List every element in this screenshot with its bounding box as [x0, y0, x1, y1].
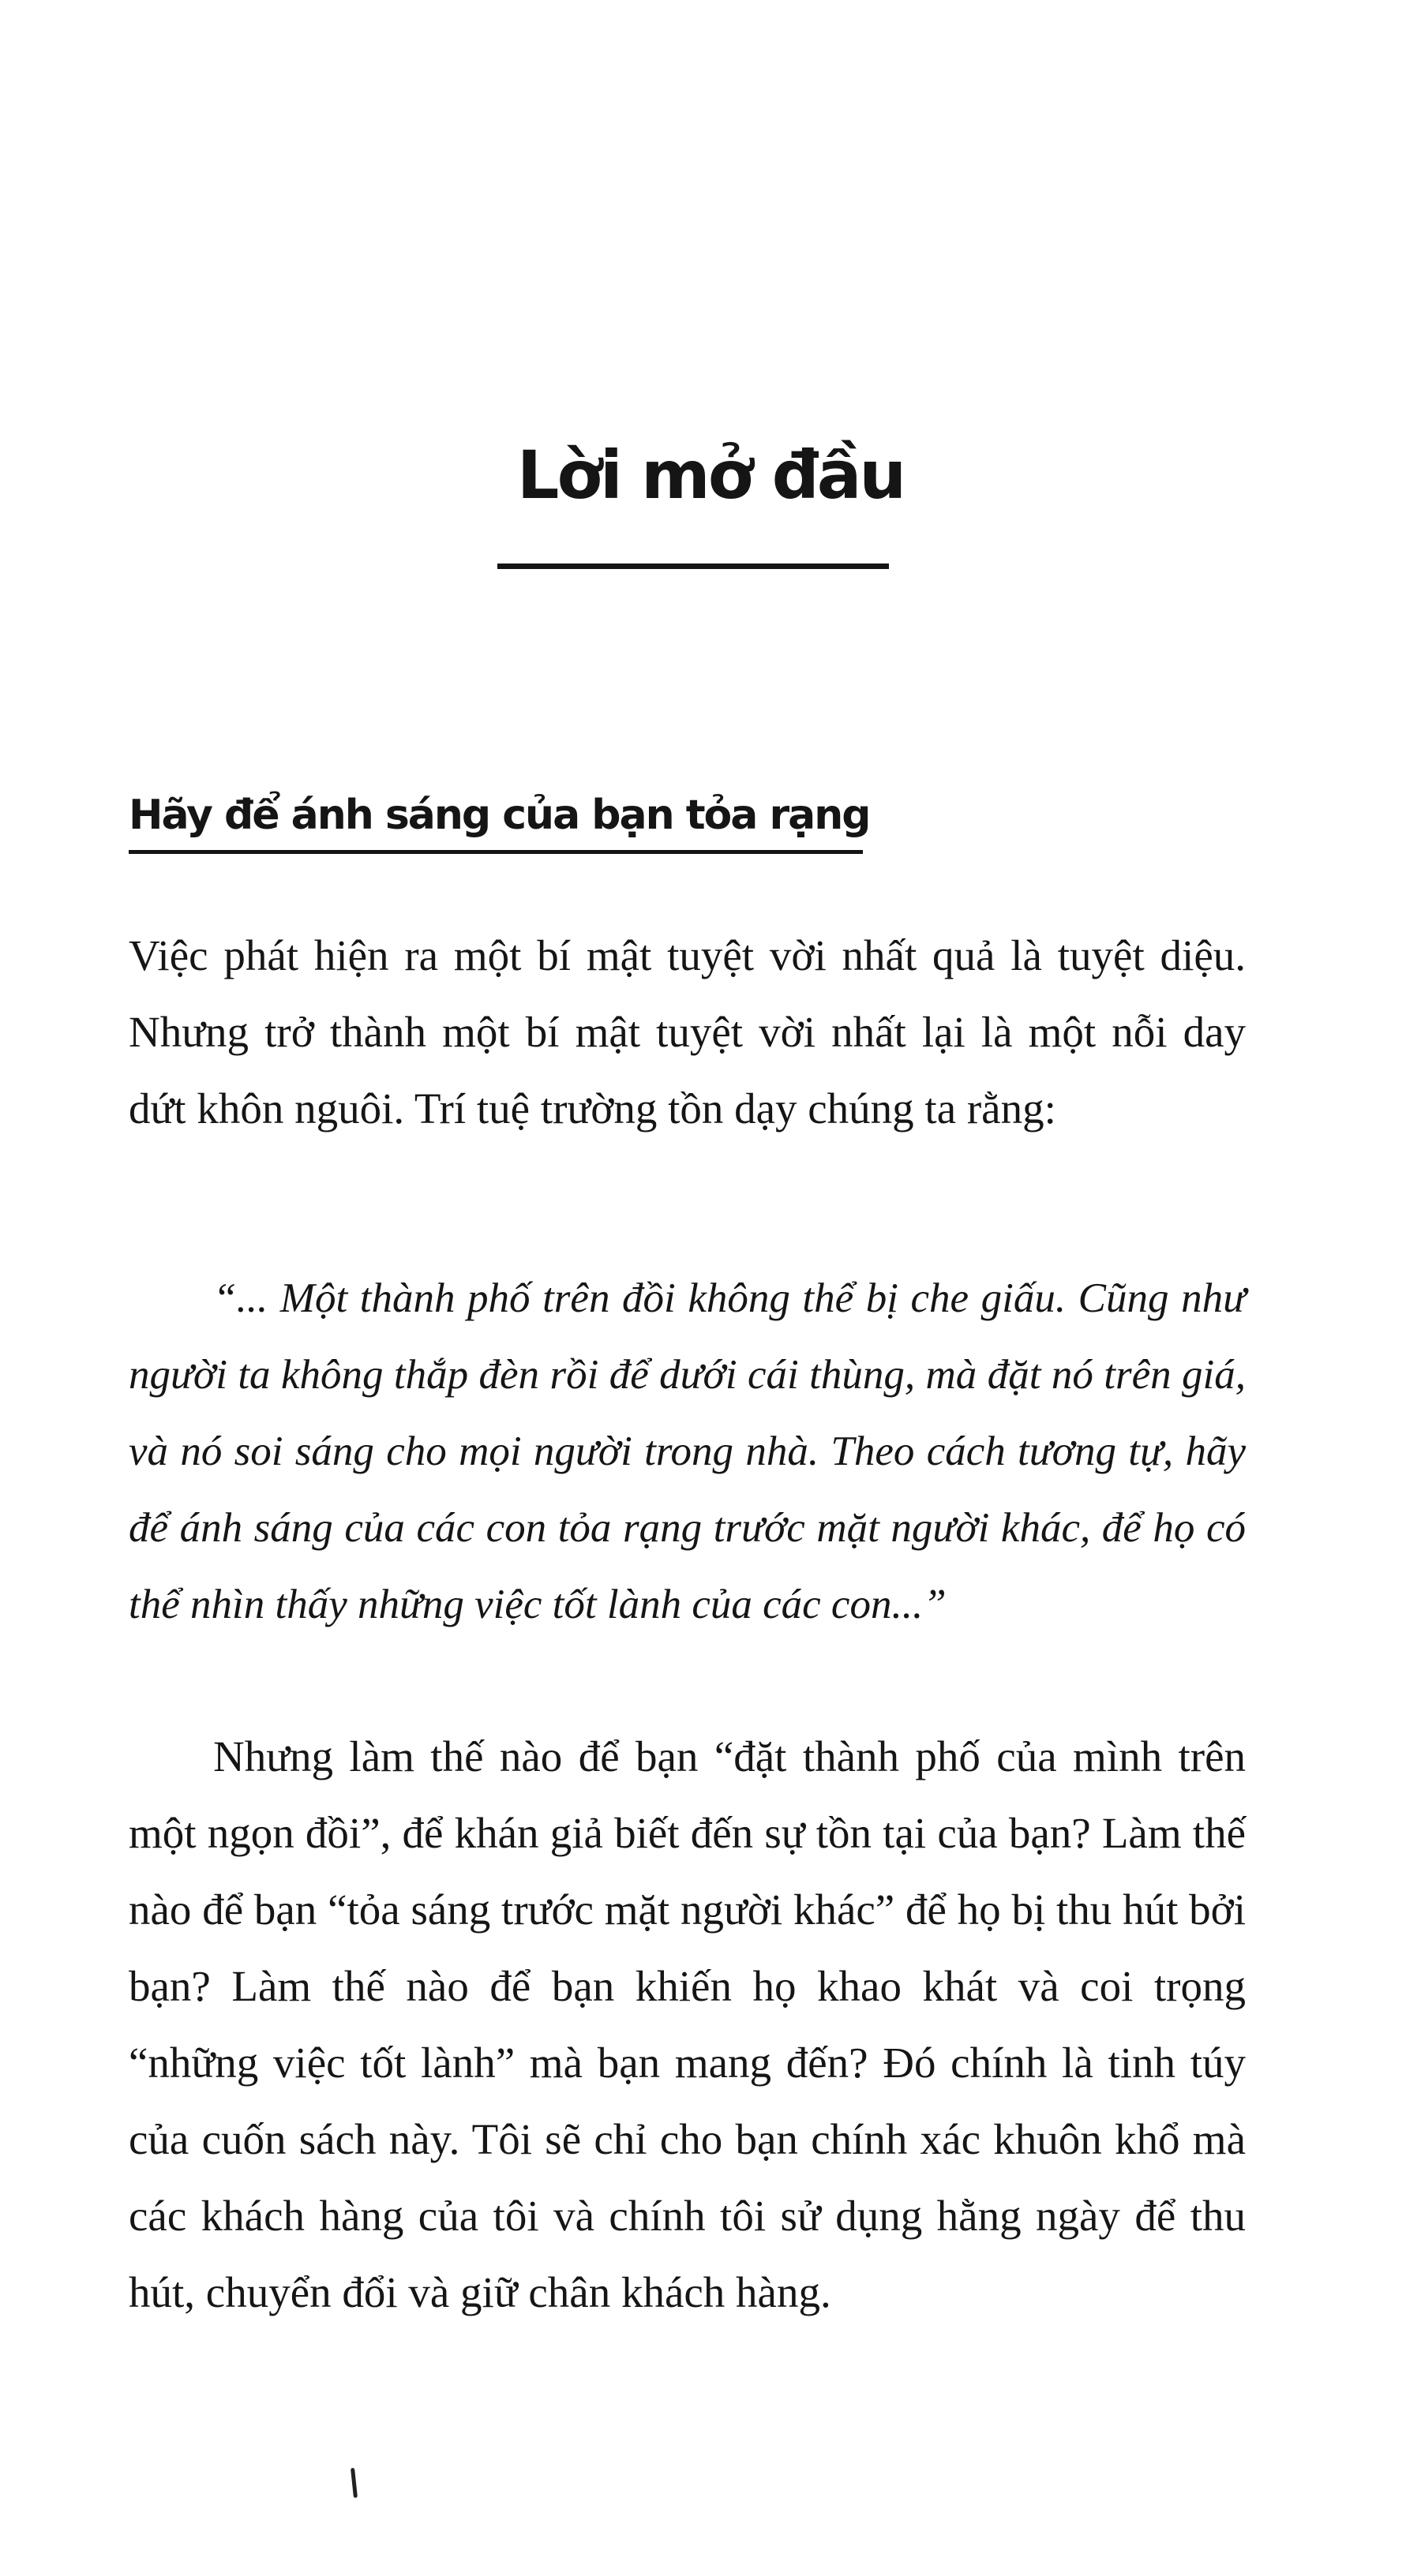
- section-heading-underline: [129, 850, 863, 854]
- section-heading: Hãy để ánh sáng của bạn tỏa rạng: [129, 792, 870, 839]
- chapter-title: Lời mở đầu: [516, 436, 905, 514]
- body-paragraph: Nhưng làm thế nào để bạn “đặt thành phố của mình trên một ngọn đồi”, để khán giả biết đến sự tồn tại của bạn? Làm thế nào để bạn “tỏa sáng trước mặt người khác” để họ bị thu hút bởi bạn? Làm thế nào để bạn khiến họ khao khát và coi trọng “những việc tốt lành” mà bạn mang đến? Đó chính là tinh túy của cuốn sách này. Tôi sẽ chỉ cho bạn chính xác khuôn khổ mà các khách hàng của tôi và chính tôi sử dụng hằng ngày để thu hút, chuyển đổi và giữ chân khách hàng.: [129, 1732, 1246, 2316]
- chapter-title-underline: [497, 564, 889, 569]
- quote-paragraph: “... Một thành phố trên đồi không thể bị che giấu. Cũng như người ta không thắp đèn rồi để dưới cái thùng, mà đặt nó trên giá, và nó soi sáng cho mọi người trong nhà. Theo cách tương tự, hãy để ánh sáng của các con tỏa rạng trước mặt người khác, để họ có thể nhìn thấy những việc tốt lành của các con...”: [129, 1275, 1246, 1627]
- page-mark: [351, 2468, 358, 2498]
- intro-paragraph: Việc phát hiện ra một bí mật tuyệt vời nhất quả là tuyệt diệu. Nhưng trở thành một bí mật tuyệt vời nhất lại là một nỗi day dứt khôn nguôi. Trí tuệ trường tồn dạy chúng ta rằng:: [129, 931, 1246, 1133]
